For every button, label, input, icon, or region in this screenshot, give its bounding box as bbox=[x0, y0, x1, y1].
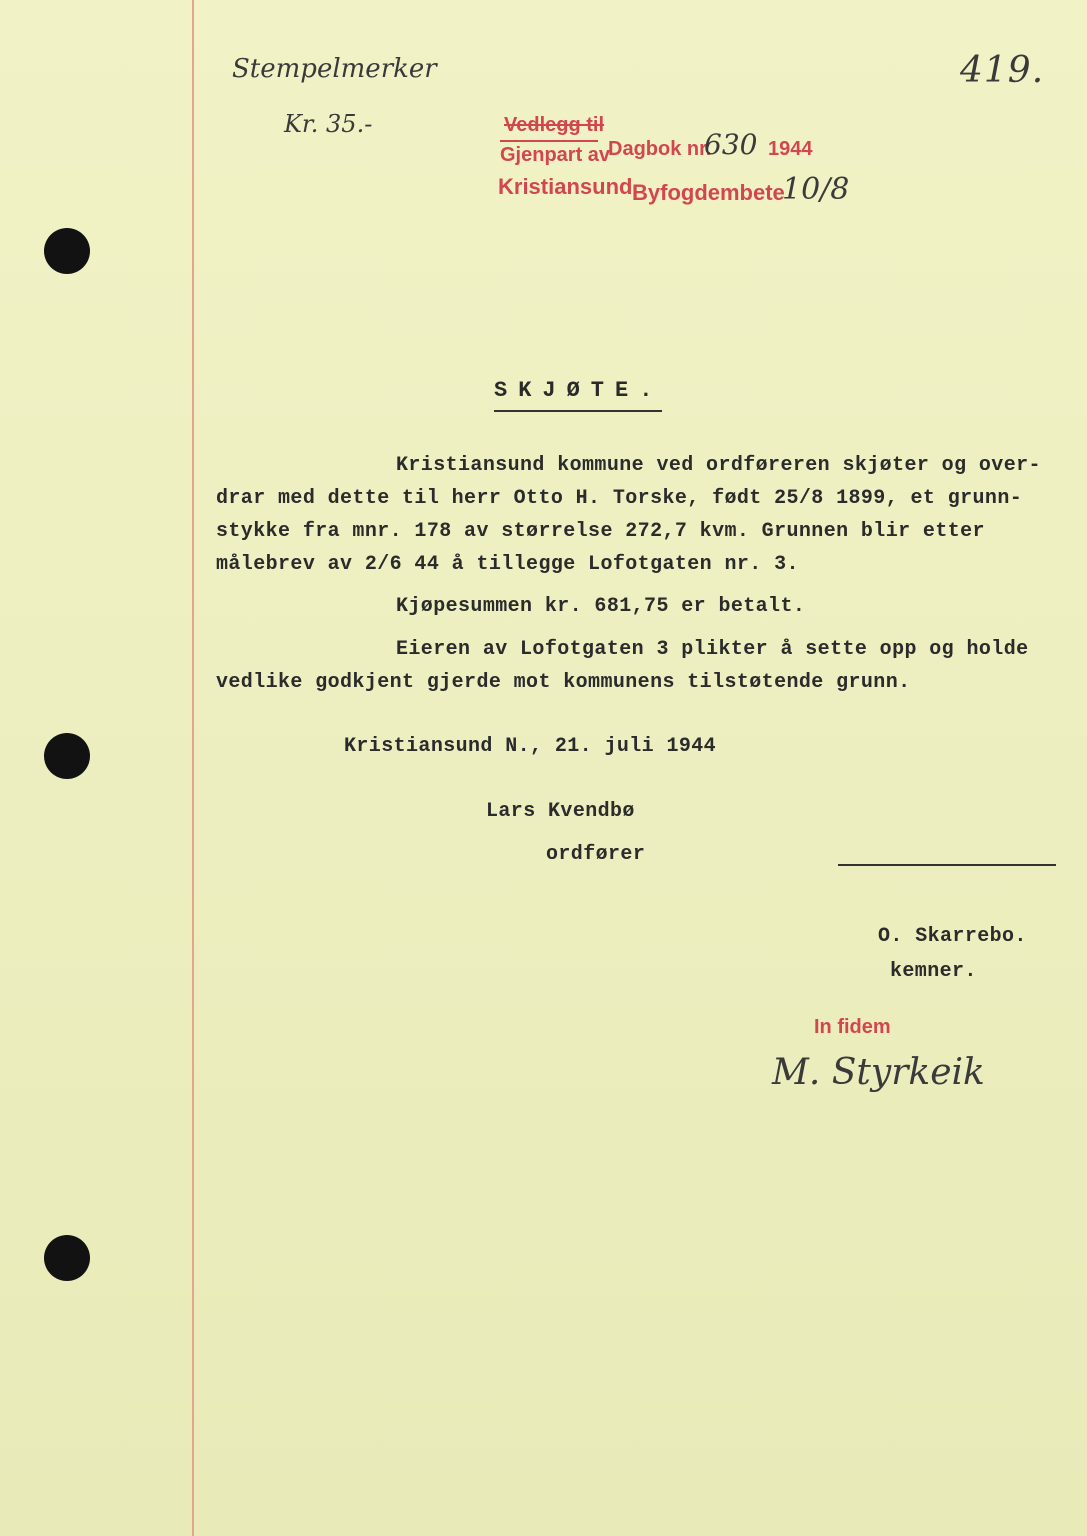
stempelmerker-note: Stempelmerker bbox=[232, 54, 437, 84]
certification-signature: M. Styrkeik bbox=[772, 1052, 985, 1093]
body-line-6: Eieren av Lofotgaten 3 plikter å sette opp og holde bbox=[396, 638, 1029, 661]
stamp-underline bbox=[500, 140, 598, 142]
signer-2-name: O. Skarrebo. bbox=[878, 925, 1027, 948]
punch-hole-middle bbox=[44, 733, 90, 779]
stamp-office: Byfogdembete bbox=[632, 180, 785, 205]
body-line-5: Kjøpesummen kr. 681,75 er betalt. bbox=[396, 595, 806, 618]
place-date: Kristiansund N., 21. juli 1944 bbox=[344, 735, 717, 758]
stamp-dagbok-label: Dagbok nr. bbox=[608, 138, 712, 160]
punch-hole-top bbox=[44, 228, 90, 274]
document-title: SKJØTE. bbox=[494, 378, 664, 403]
stamp-city: Kristiansund bbox=[498, 174, 633, 199]
page-number: 419. bbox=[960, 50, 1045, 91]
body-line-7: vedlike godkjent gjerde mot kommunens tilstøtende grunn. bbox=[216, 671, 911, 694]
body-line-3: stykke fra mnr. 178 av størrelse 272,7 kvm. Grunnen blir etter bbox=[216, 520, 985, 543]
punch-hole-bottom bbox=[44, 1235, 90, 1281]
signer-2-title: kemner. bbox=[890, 960, 977, 983]
signature-line bbox=[838, 864, 1056, 866]
stamp-date-note: 10/8 bbox=[782, 172, 850, 207]
body-line-4: målebrev av 2/6 44 å tillegge Lofotgaten nr. 3. bbox=[216, 553, 799, 576]
in-fidem-stamp: In fidem bbox=[814, 1016, 891, 1038]
stamp-year: 1944 bbox=[768, 138, 813, 160]
stamp-number-note: Kr. 35.- bbox=[284, 110, 373, 138]
body-line-2: drar med dette til herr Otto H. Torske, født 25/8 1899, et grunn- bbox=[216, 487, 1023, 510]
signer-1-name: Lars Kvendbø bbox=[486, 800, 635, 823]
body-line-1: Kristiansund kommune ved ordføreren skjøter og over- bbox=[396, 454, 1041, 477]
stamp-dagbok-number: 630 bbox=[704, 128, 758, 161]
stamp-line-vedlegg: Vedlegg til bbox=[504, 114, 605, 136]
title-underline bbox=[494, 410, 662, 412]
margin-line bbox=[192, 0, 194, 1536]
stamp-line-gjenpart: Gjenpart av bbox=[500, 144, 611, 166]
signer-1-title: ordfører bbox=[546, 843, 646, 866]
